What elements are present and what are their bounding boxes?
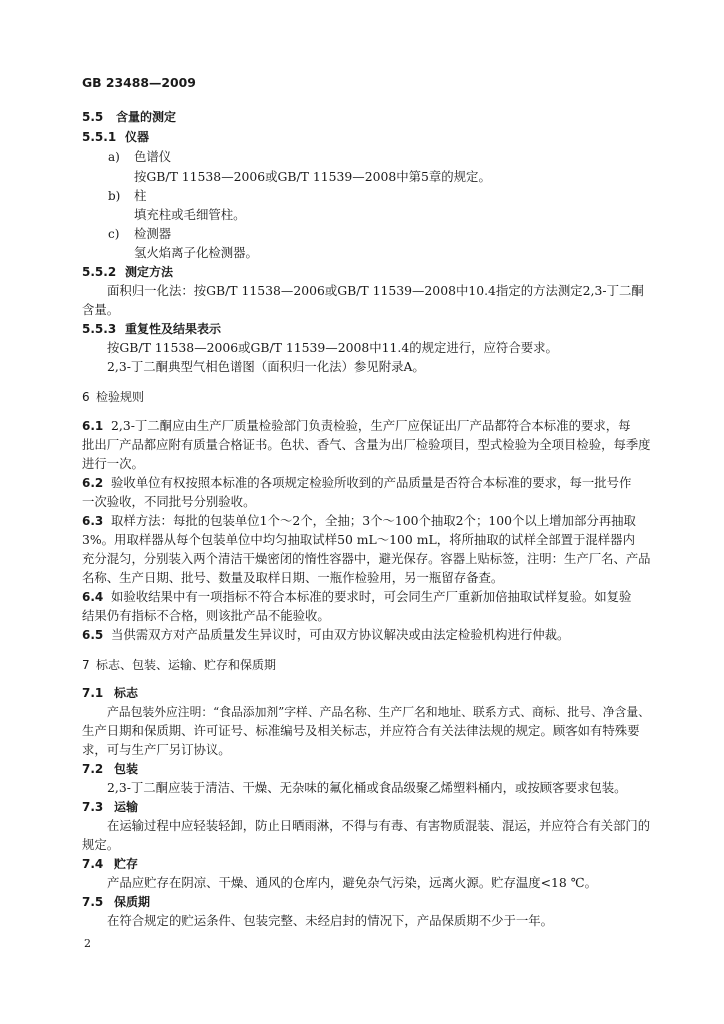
section-number: 5.5 [82, 110, 104, 124]
page-number: 2 [84, 937, 91, 950]
paragraph-line: 充分混匀，分别装入两个清洁干燥密闭的惰性容器中，避光保存。容器上贴标签，注明：生产厂名、产品 [82, 552, 651, 566]
paragraph-line: 如验收结果中有一项指标不符合本标准的要求时，可会同生产厂重新加倍抽取试样复验。如复验 [111, 589, 632, 604]
list-item-desc: 氢火焰离子化检测器。 [134, 245, 258, 260]
section-title: 含量的测定 [116, 110, 177, 124]
paragraph-line: 进行一次。 [82, 456, 144, 471]
chapter-title: 标志、包装、运输、贮存和保质期 [96, 658, 277, 672]
list-item-desc: 按GB/T 11538—2006或GB/T 11539—2008中第5章的规定。 [134, 169, 491, 184]
paragraph-line: 含量。 [82, 302, 120, 317]
clause-title: 包装 [114, 762, 139, 776]
paragraph-line: 批出厂产品都应附有质量合格证书。色状、香气、含量为出厂检验项目，型式检验为全项目检验，每季度 [82, 438, 651, 452]
chapter-title: 检验规则 [96, 390, 145, 404]
paragraph-line: 规定。 [82, 837, 120, 852]
paragraph-line: 2,3-丁二酮应装于清洁、干燥、无杂味的氟化桶或食品级聚乙烯塑料桶内，或按顾客要求包装。 [107, 780, 627, 795]
clause-title: 标志 [114, 686, 139, 700]
list-item-name: 柱 [134, 188, 147, 203]
clause-number: 6.2 [82, 476, 104, 490]
section-title: 测定方法 [125, 265, 174, 279]
chapter-number: 7 [82, 658, 90, 672]
section-number: 5.5.3 [82, 322, 117, 336]
clause-title: 贮存 [114, 857, 139, 871]
clause-number: 7.5 [82, 895, 104, 909]
clause-number: 7.1 [82, 686, 104, 700]
clause-number: 6.3 [82, 514, 104, 528]
clause-number: 6.4 [82, 590, 104, 604]
list-item-name: 检测器 [134, 226, 172, 241]
paragraph-line: 当供需双方对产品质量发生异议时，可由双方协议解决或由法定检验机构进行仲裁。 [111, 627, 570, 642]
clause-title: 保质期 [114, 895, 151, 909]
paragraph-line: 取样方法：每批的包装单位1个～2个，全抽；3个～100个抽取2个；100个以上增加部分再抽取 [111, 513, 636, 528]
standard-header: GB 23488—2009 [82, 75, 196, 90]
section-title: 重复性及结果表示 [125, 322, 222, 336]
list-item-label: c) [108, 227, 120, 241]
paragraph-line: 在运输过程中应轻装轻卸，防止日晒雨淋，不得与有毒、有害物质混装、混运，并应符合有关部门的 [107, 819, 651, 833]
paragraph-line: 2,3-丁二酮应由生产厂质量检验部门负责检验，生产厂应保证出厂产品都符合本标准的要求，每 [111, 418, 631, 433]
section-title: 仪器 [125, 130, 150, 144]
section-number: 5.5.2 [82, 265, 117, 279]
paragraph-line: 结果仍有指标不合格，则该批产品不能验收。 [82, 608, 330, 623]
list-item-label: a) [108, 150, 120, 164]
paragraph-line: 3%。用取样器从每个包装单位中均匀抽取试样50 mL～100 mL，将所抽取的试样全部置于混样器内 [82, 532, 635, 547]
paragraph-line: 求，可与生产厂另订协议。 [82, 742, 231, 757]
paragraph-line: 产品应贮存在阴凉、干燥、通风的仓库内，避免杂气污染，远离火源。贮存温度<18 ℃。 [107, 875, 598, 890]
paragraph-line: 在符合规定的贮运条件、包装完整、未经启封的情况下，产品保质期不少于一年。 [107, 913, 554, 928]
paragraph-line: 2,3-丁二酮典型气相色谱图（面积归一化法）参见附录A。 [107, 359, 425, 374]
paragraph-line: 产品包装外应注明：“食品添加剂”字样、产品名称、生产厂名和地址、联系方式、商标、批号、净含量、 [107, 705, 650, 719]
list-item-name: 色谱仪 [134, 149, 172, 164]
clause-number: 7.2 [82, 762, 104, 776]
clause-title: 运输 [114, 800, 139, 814]
clause-number: 7.4 [82, 857, 104, 871]
list-item-desc: 填充柱或毛细管柱。 [134, 207, 246, 222]
paragraph-line: 验收单位有权按照本标准的各项规定检验所收到的产品质量是否符合本标准的要求，每一批号作 [111, 475, 632, 490]
section-number: 5.5.1 [82, 130, 117, 144]
paragraph-line: 生产日期和保质期、许可证号、标准编号及相关标志，并应符合有关法律法规的规定。顾客如有特殊要 [82, 723, 640, 738]
clause-number: 6.5 [82, 628, 104, 642]
clause-number: 6.1 [82, 419, 104, 433]
paragraph-line: 一次验收，不同批号分别验收。 [82, 494, 256, 509]
clause-number: 7.3 [82, 800, 104, 814]
chapter-number: 6 [82, 390, 90, 404]
list-item-label: b) [108, 189, 121, 203]
paragraph-line: 按GB/T 11538—2006或GB/T 11539—2008中11.4的规定进行，应符合要求。 [107, 340, 558, 355]
paragraph-line: 面积归一化法：按GB/T 11538—2006或GB/T 11539—2008中10.4指定的方法测定2,3-丁二酮 [107, 283, 644, 298]
paragraph-line: 名称、生产日期、批号、数量及取样日期、一瓶作检验用，另一瓶留存备查。 [82, 570, 504, 585]
